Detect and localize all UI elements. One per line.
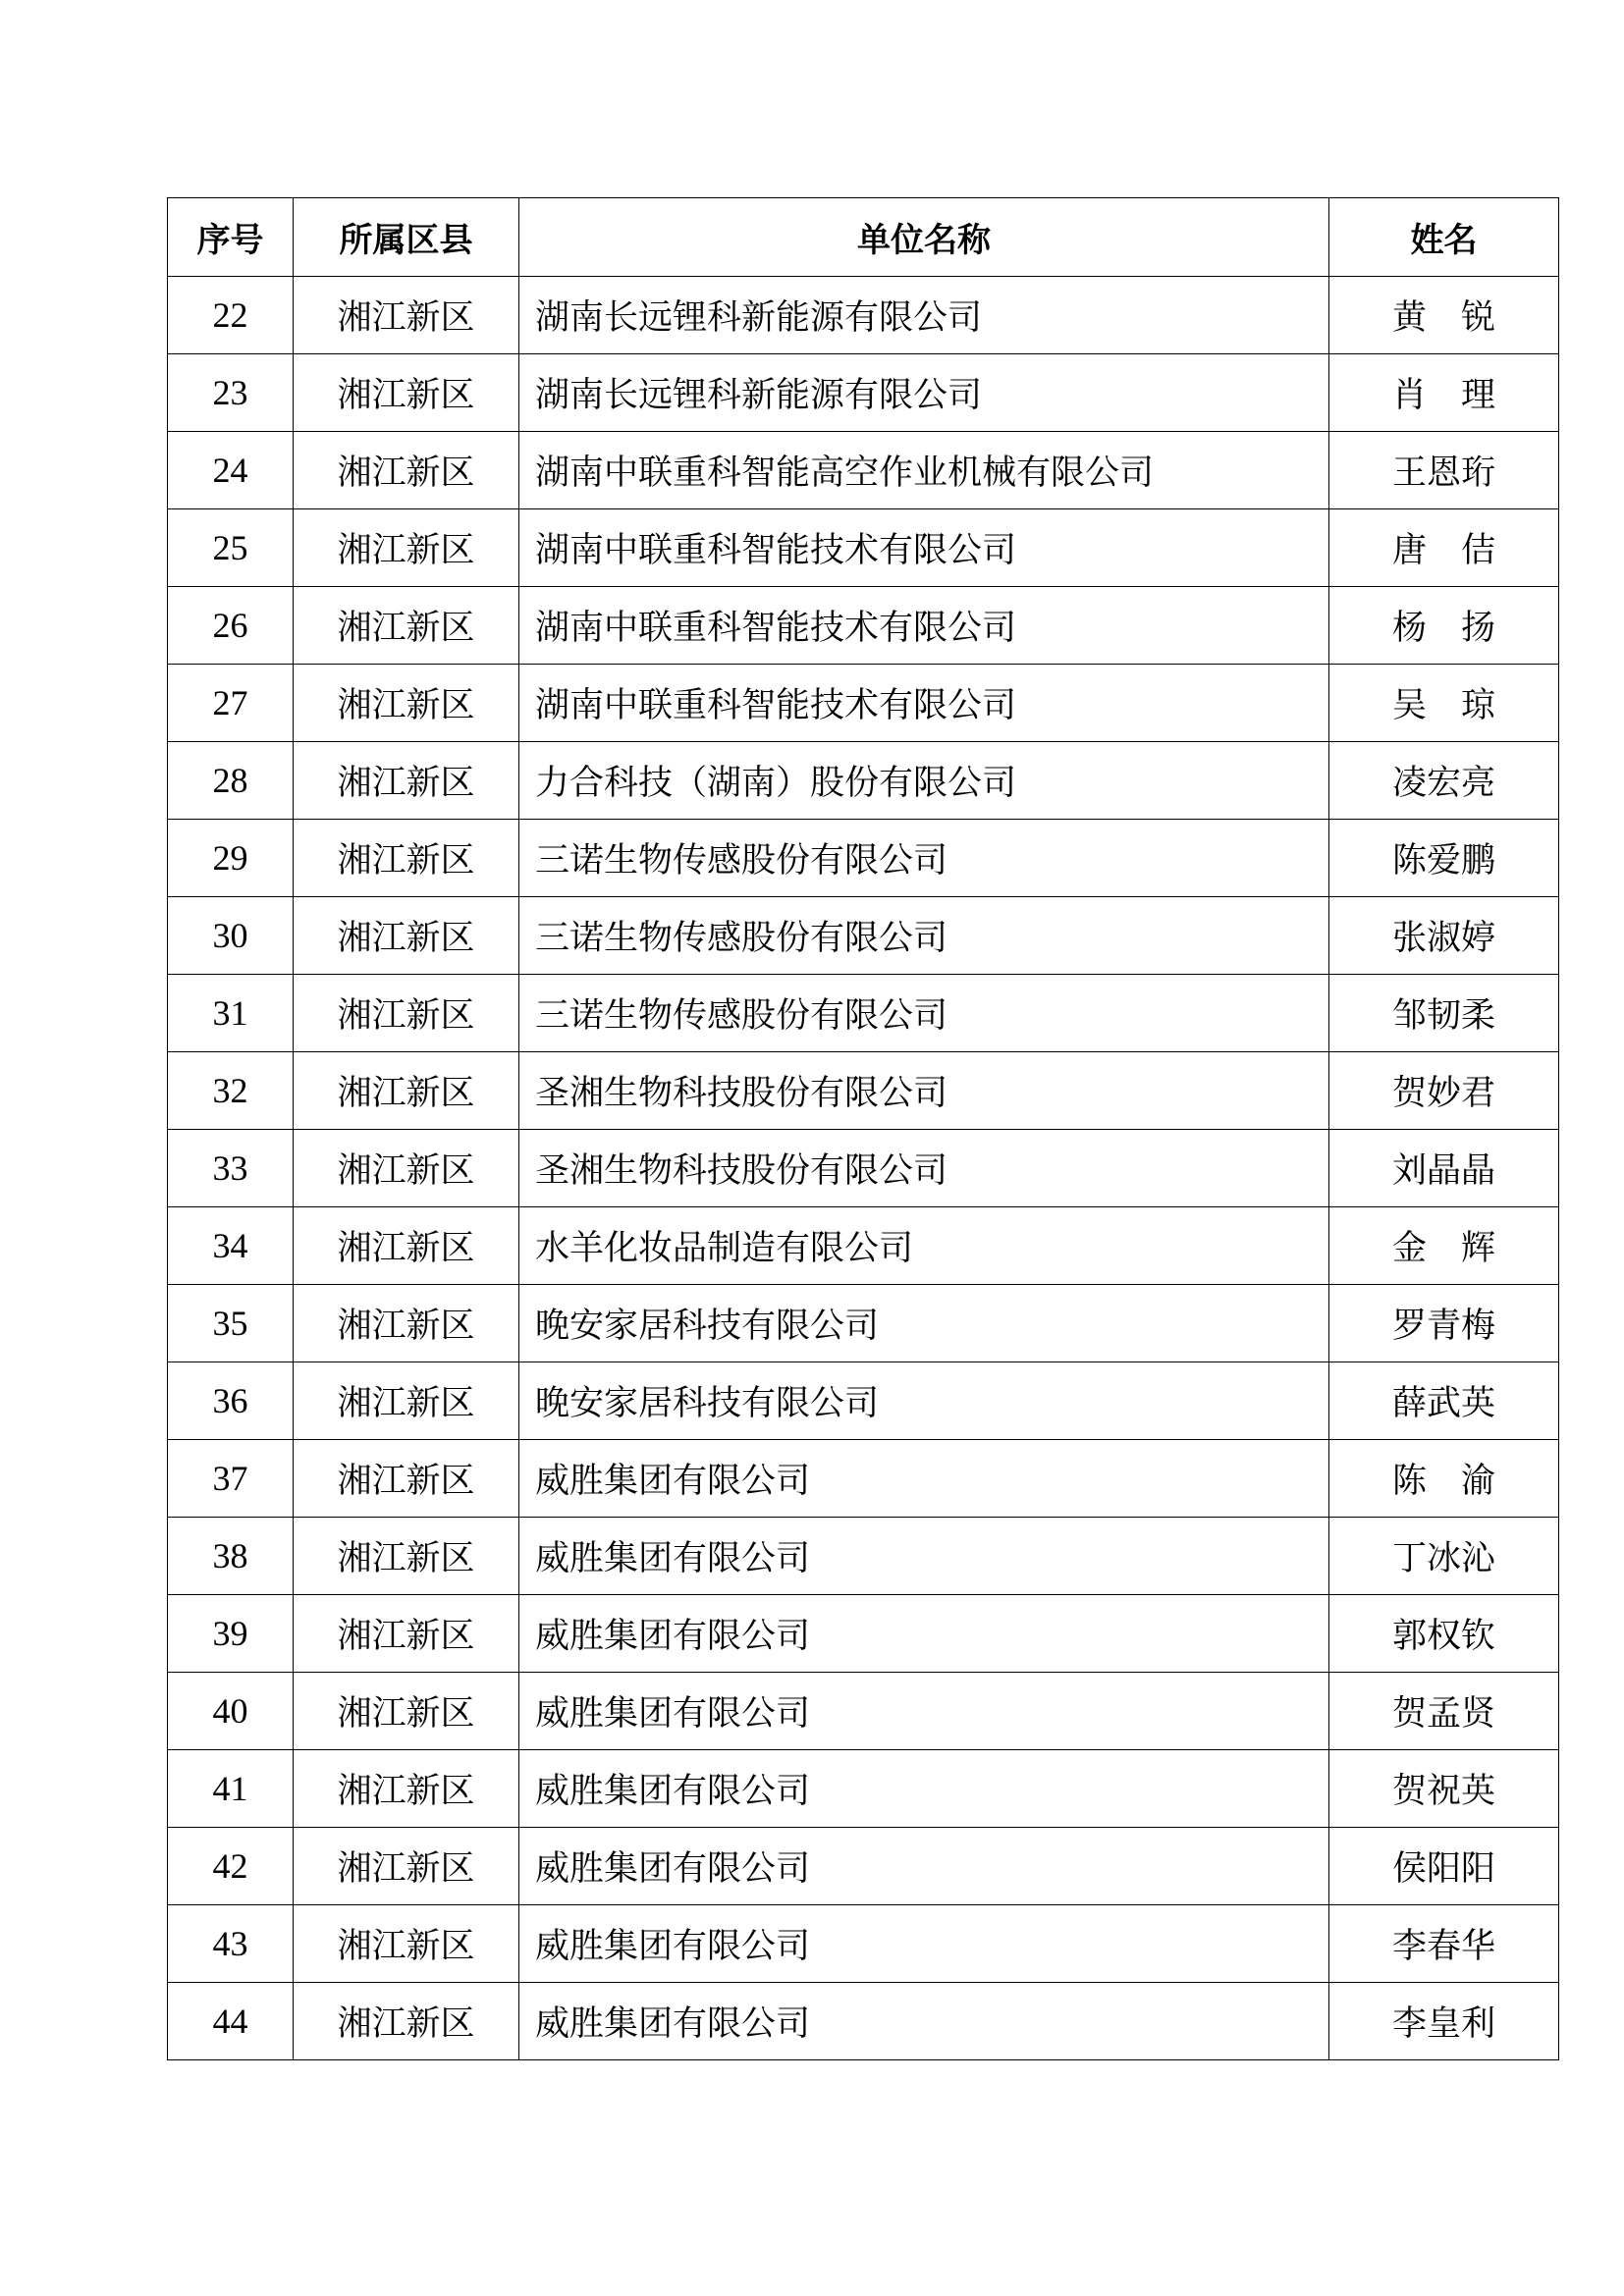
cell-person-name: 凌宏亮 (1329, 742, 1559, 820)
roster-table (167, 197, 1559, 2060)
cell-district: 湘江新区 (294, 354, 519, 432)
cell-district: 湘江新区 (294, 820, 519, 897)
cell-seq: 41 (168, 1750, 294, 1828)
cell-district: 湘江新区 (294, 1673, 519, 1750)
cell-person-name: 李皇利 (1329, 1983, 1559, 2060)
cell-seq: 29 (168, 820, 294, 897)
table-row (168, 1518, 1559, 1595)
cell-person-name: 郭权钦 (1329, 1595, 1559, 1673)
cell-person-name: 金 辉 (1329, 1207, 1559, 1285)
cell-district: 湘江新区 (294, 742, 519, 820)
cell-district: 湘江新区 (294, 665, 519, 742)
cell-unit-name: 湖南中联重科智能技术有限公司 (519, 665, 1329, 742)
table-row (168, 1750, 1559, 1828)
cell-person-name: 薛武英 (1329, 1362, 1559, 1440)
cell-unit-name: 力合科技（湖南）股份有限公司 (519, 742, 1329, 820)
cell-person-name: 肖 理 (1329, 354, 1559, 432)
cell-district: 湘江新区 (294, 897, 519, 975)
table-row (168, 975, 1559, 1052)
cell-person-name: 李春华 (1329, 1905, 1559, 1983)
cell-unit-name: 湖南长远锂科新能源有限公司 (519, 277, 1329, 354)
cell-person-name: 唐 佶 (1329, 509, 1559, 587)
cell-district: 湘江新区 (294, 277, 519, 354)
cell-unit-name: 湖南中联重科智能技术有限公司 (519, 587, 1329, 665)
cell-unit-name: 三诺生物传感股份有限公司 (519, 820, 1329, 897)
cell-district: 湘江新区 (294, 1440, 519, 1518)
table-row (168, 1828, 1559, 1905)
cell-seq: 44 (168, 1983, 294, 2060)
cell-unit-name: 威胜集团有限公司 (519, 1828, 1329, 1905)
cell-district: 湘江新区 (294, 1905, 519, 1983)
cell-district: 湘江新区 (294, 1130, 519, 1207)
cell-seq: 33 (168, 1130, 294, 1207)
cell-district: 湘江新区 (294, 975, 519, 1052)
header-seq: 序号 (168, 198, 294, 277)
table-row (168, 1130, 1559, 1207)
cell-person-name: 杨 扬 (1329, 587, 1559, 665)
table-row (168, 1362, 1559, 1440)
table-row (168, 354, 1559, 432)
table-row (168, 1595, 1559, 1673)
cell-person-name: 陈爱鹏 (1329, 820, 1559, 897)
cell-unit-name: 晚安家居科技有限公司 (519, 1285, 1329, 1362)
cell-seq: 24 (168, 432, 294, 509)
cell-person-name: 侯阳阳 (1329, 1828, 1559, 1905)
table-row (168, 1285, 1559, 1362)
cell-person-name: 陈 渝 (1329, 1440, 1559, 1518)
cell-unit-name: 威胜集团有限公司 (519, 1595, 1329, 1673)
cell-seq: 26 (168, 587, 294, 665)
cell-district: 湘江新区 (294, 587, 519, 665)
cell-seq: 27 (168, 665, 294, 742)
table-row (168, 742, 1559, 820)
table-row (168, 1905, 1559, 1983)
cell-person-name: 贺祝英 (1329, 1750, 1559, 1828)
cell-unit-name: 威胜集团有限公司 (519, 1905, 1329, 1983)
cell-unit-name: 晚安家居科技有限公司 (519, 1362, 1329, 1440)
cell-district: 湘江新区 (294, 432, 519, 509)
cell-unit-name: 湖南中联重科智能高空作业机械有限公司 (519, 432, 1329, 509)
cell-person-name: 贺妙君 (1329, 1052, 1559, 1130)
table-row (168, 509, 1559, 587)
cell-seq: 43 (168, 1905, 294, 1983)
cell-seq: 38 (168, 1518, 294, 1595)
cell-seq: 25 (168, 509, 294, 587)
cell-person-name: 张淑婷 (1329, 897, 1559, 975)
table-row (168, 1207, 1559, 1285)
cell-seq: 35 (168, 1285, 294, 1362)
cell-person-name: 贺孟贤 (1329, 1673, 1559, 1750)
cell-district: 湘江新区 (294, 1595, 519, 1673)
cell-district: 湘江新区 (294, 1207, 519, 1285)
cell-district: 湘江新区 (294, 1983, 519, 2060)
cell-unit-name: 三诺生物传感股份有限公司 (519, 975, 1329, 1052)
cell-district: 湘江新区 (294, 1362, 519, 1440)
table-row (168, 897, 1559, 975)
cell-seq: 22 (168, 277, 294, 354)
cell-seq: 32 (168, 1052, 294, 1130)
cell-seq: 23 (168, 354, 294, 432)
cell-unit-name: 圣湘生物科技股份有限公司 (519, 1052, 1329, 1130)
table-body (168, 277, 1559, 2060)
cell-unit-name: 威胜集团有限公司 (519, 1518, 1329, 1595)
cell-district: 湘江新区 (294, 509, 519, 587)
table-row (168, 665, 1559, 742)
cell-unit-name: 威胜集团有限公司 (519, 1750, 1329, 1828)
cell-person-name: 邹韧柔 (1329, 975, 1559, 1052)
cell-unit-name: 湖南长远锂科新能源有限公司 (519, 354, 1329, 432)
cell-person-name: 王恩珩 (1329, 432, 1559, 509)
cell-district: 湘江新区 (294, 1750, 519, 1828)
table-row (168, 1673, 1559, 1750)
cell-unit-name: 圣湘生物科技股份有限公司 (519, 1130, 1329, 1207)
cell-seq: 39 (168, 1595, 294, 1673)
cell-seq: 31 (168, 975, 294, 1052)
table-row (168, 820, 1559, 897)
cell-unit-name: 水羊化妆品制造有限公司 (519, 1207, 1329, 1285)
cell-unit-name: 威胜集团有限公司 (519, 1440, 1329, 1518)
table-header (168, 198, 1559, 277)
table-row (168, 1052, 1559, 1130)
cell-seq: 30 (168, 897, 294, 975)
cell-seq: 40 (168, 1673, 294, 1750)
cell-person-name: 黄 锐 (1329, 277, 1559, 354)
cell-person-name: 吴 琼 (1329, 665, 1559, 742)
cell-unit-name: 威胜集团有限公司 (519, 1673, 1329, 1750)
table-row (168, 1440, 1559, 1518)
header-name: 姓名 (1329, 198, 1559, 277)
cell-seq: 34 (168, 1207, 294, 1285)
cell-district: 湘江新区 (294, 1518, 519, 1595)
table-row (168, 1983, 1559, 2060)
cell-person-name: 罗青梅 (1329, 1285, 1559, 1362)
cell-unit-name: 三诺生物传感股份有限公司 (519, 897, 1329, 975)
table-row (168, 277, 1559, 354)
cell-district: 湘江新区 (294, 1285, 519, 1362)
cell-district: 湘江新区 (294, 1052, 519, 1130)
cell-person-name: 丁冰沁 (1329, 1518, 1559, 1595)
table-row (168, 432, 1559, 509)
header-district: 所属区县 (294, 198, 519, 277)
cell-district: 湘江新区 (294, 1828, 519, 1905)
cell-unit-name: 威胜集团有限公司 (519, 1983, 1329, 2060)
cell-unit-name: 湖南中联重科智能技术有限公司 (519, 509, 1329, 587)
cell-seq: 42 (168, 1828, 294, 1905)
header-row (168, 198, 1559, 277)
cell-seq: 36 (168, 1362, 294, 1440)
table-row (168, 587, 1559, 665)
cell-seq: 28 (168, 742, 294, 820)
header-unit: 单位名称 (519, 198, 1329, 277)
cell-person-name: 刘晶晶 (1329, 1130, 1559, 1207)
cell-seq: 37 (168, 1440, 294, 1518)
